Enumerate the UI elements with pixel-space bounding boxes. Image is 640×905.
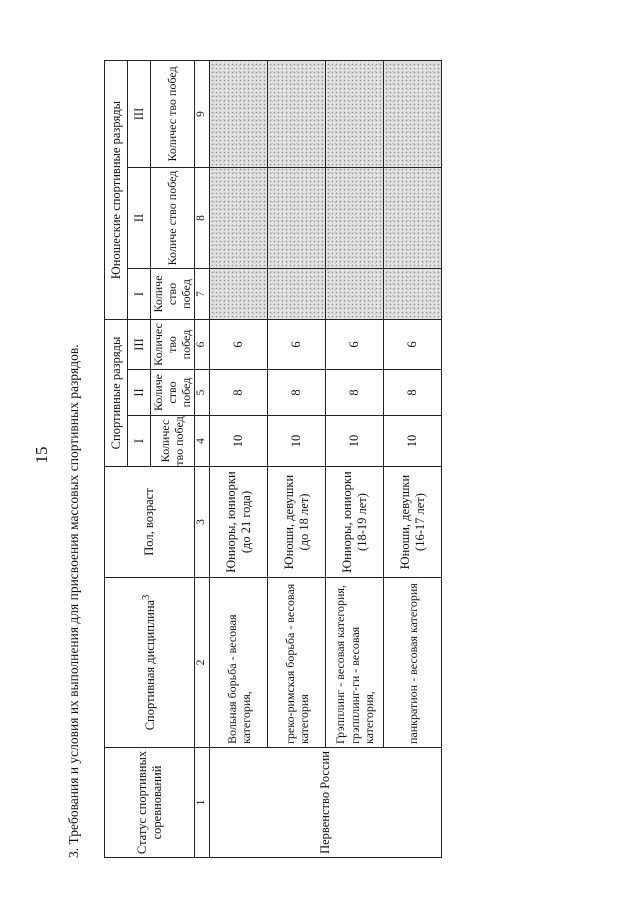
shaded-cell	[326, 167, 384, 268]
table-row	[268, 60, 326, 857]
header-sex-age: Пол, возраст	[105, 467, 195, 578]
header-sport-wins-1: Количес тво побед	[151, 416, 195, 467]
discipline-cell: Грэпплинг - весовая категория, грэпплинг-ги - весовая категория,	[326, 578, 384, 748]
rank-1-wins: 10	[326, 416, 384, 467]
header-status: Статус спортивных соревнований	[105, 748, 195, 858]
header-discipline	[105, 578, 195, 748]
rank-2-wins: 8	[326, 370, 384, 416]
header-row-1	[105, 60, 128, 857]
table-row	[384, 60, 442, 857]
column-number: 9	[195, 60, 210, 167]
column-number: 4	[195, 416, 210, 467]
rank-3-wins: 6	[268, 319, 326, 369]
rank-3-wins: 6	[210, 319, 268, 369]
shaded-cell	[326, 60, 384, 167]
column-number: 2	[195, 578, 210, 748]
header-sport-wins-3: Количес тво побед	[151, 319, 195, 369]
shaded-cell	[268, 167, 326, 268]
rank-1-wins: 10	[210, 416, 268, 467]
sex-age-cell: Юноши, девушки (до 18 лет)	[268, 467, 326, 578]
shaded-cell	[210, 60, 268, 167]
shaded-cell	[268, 268, 326, 319]
shaded-cell	[384, 167, 442, 268]
rank-2-wins: 8	[210, 370, 268, 416]
header-youth-rank-2: II	[128, 167, 151, 268]
header-youth-wins-1: Количе ство побед	[151, 268, 195, 319]
discipline-cell: греко-римская борьба - весовая категория	[268, 578, 326, 748]
header-youth-rank-3: III	[128, 60, 151, 167]
shaded-cell	[268, 60, 326, 167]
shaded-cell	[384, 268, 442, 319]
status-cell: Первенство России	[210, 748, 442, 858]
shaded-cell	[210, 268, 268, 319]
header-sport-rank-3: III	[128, 319, 151, 369]
header-sport-wins-2: Количе ство побед	[151, 370, 195, 416]
rank-3-wins: 6	[384, 319, 442, 369]
shaded-cell	[210, 167, 268, 268]
page-number: 15	[32, 446, 51, 464]
table-row	[210, 60, 268, 857]
shaded-cell	[384, 60, 442, 167]
sex-age-cell: Юниоры, юниорки (18-19 лет)	[326, 467, 384, 578]
table-row	[326, 60, 384, 857]
header-discipline-text: Спортивная дисциплина	[143, 599, 158, 731]
header-discipline-footnote: 3	[141, 594, 153, 600]
rank-3-wins: 6	[326, 319, 384, 369]
rank-2-wins: 8	[384, 370, 442, 416]
header-youth-rank-1: I	[128, 268, 151, 319]
ranks-requirements-table	[104, 60, 442, 858]
rank-1-wins: 10	[268, 416, 326, 467]
rank-2-wins: 8	[268, 370, 326, 416]
section-caption: 3. Требования и условия их выполнения для присвоения массовых спортивных разрядов.	[66, 344, 81, 858]
column-number: 7	[195, 268, 210, 319]
sex-age-cell: Юноши, девушки (16-17 лет)	[384, 467, 442, 578]
header-youth-wins-2: Количе ство побед	[151, 167, 195, 268]
column-number: 1	[195, 748, 210, 858]
rank-1-wins: 10	[384, 416, 442, 467]
column-number: 3	[195, 467, 210, 578]
header-sport-ranks: Спортивные разряды	[105, 319, 128, 466]
column-number-row	[195, 60, 210, 857]
header-youth-wins-3: Количес тво побед	[151, 60, 195, 167]
discipline-cell: Вольная борьба - весовая категория,	[210, 578, 268, 748]
header-sport-rank-2: II	[128, 370, 151, 416]
header-sport-rank-1: I	[128, 416, 151, 467]
sex-age-cell: Юниоры, юниорки (до 21 года)	[210, 467, 268, 578]
column-number: 6	[195, 319, 210, 369]
discipline-cell: панкратион - весовая категория	[384, 578, 442, 748]
shaded-cell	[326, 268, 384, 319]
column-number: 5	[195, 370, 210, 416]
header-youth-ranks: Юношеские спортивные разряды	[105, 60, 128, 319]
column-number: 8	[195, 167, 210, 268]
